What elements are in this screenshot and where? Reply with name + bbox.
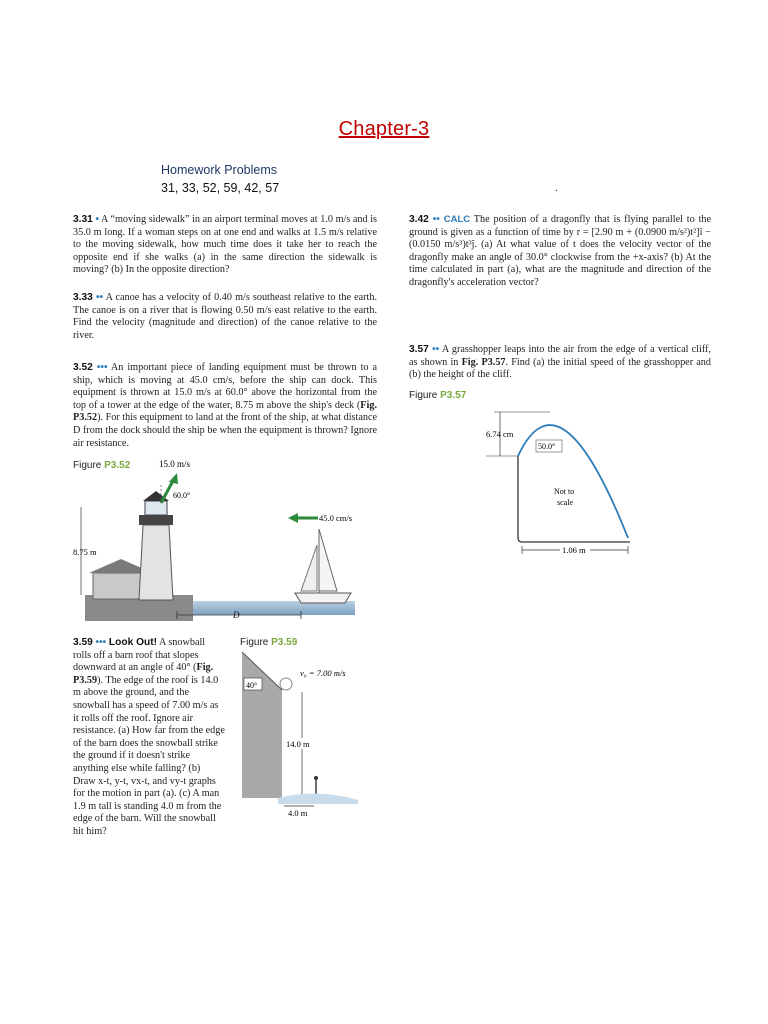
- problem-text: A canoe has a velocity of 0.40 m/s southeast relative to the earth. The canoe is on a river that is flowing 0.50 m/s east relative to the earth. Find the velocity (magnitude and direction) of the canoe relative to the river.: [73, 292, 378, 341]
- cliff-outline: [518, 456, 630, 542]
- difficulty-dots: •••: [96, 362, 108, 373]
- lighthouse-tower: [139, 525, 173, 600]
- problem-text: A grasshopper leaps into the air from the edge of a vertical cliff, as shown in: [409, 344, 711, 368]
- difficulty-dots: ••: [432, 214, 440, 225]
- snowy-ground: [278, 793, 358, 804]
- problem-number: 3.52: [73, 362, 93, 373]
- problem-text-cont: . Find (a) the initial speed of the grasshopper and (b) the height of the cliff.: [409, 356, 711, 381]
- problem-3-52: [73, 362, 377, 450]
- problem-text: An important piece of landing equipment must be thrown to a ship, which is moving at 45.0 cm/s, before the ship can dock. This equipment is thrown at 15.0 m/s at 60.0° above the horizontal from the top of a tower at the edge of the water, 8.75 m above the ship's deck (: [73, 362, 377, 411]
- problem-3-31: [73, 214, 377, 277]
- snowball: [280, 678, 292, 690]
- problem-lead: Look Out!: [106, 637, 158, 648]
- distance-label: D: [233, 610, 240, 620]
- stray-mark: .: [555, 180, 558, 194]
- ship-speed-label: 45.0 cm/s: [319, 513, 353, 523]
- figure-number: P3.57: [440, 390, 467, 401]
- problem-text: A “moving sidewalk” in an airport terminal moves at 1.0 m/s and is 35.0 m long. If a woman steps on at one end and walks at 1.5 m/s relative to the moving sidewalk, how much time does it take her to reach the opposite end if she walks (a) in the same direction the sidewalk is moving? (b) In the opposite direction?: [73, 214, 378, 276]
- chapter-title: Chapter-3: [338, 118, 430, 140]
- figure-p3-57: [480, 400, 650, 565]
- problem-text: A snowball rolls off a barn roof that slopes downward at an angle of 40° (: [73, 637, 206, 674]
- figure-reference: Fig. P3.52: [73, 399, 377, 424]
- problem-3-42: [409, 214, 711, 290]
- problem-3-59: [73, 637, 225, 839]
- problem-text-cont: ). The edge of the roof is 14.0 m above the ground, and the snowball has a speed of 7.00 m/s as it rolls off the roof. Ignore air resistance. (a) How far from the edge of the barn does the snowball strike the ground if it doesn't strike anything else while falling? (b) Draw x-t, y-t, vx-t, and vy-t graphs for the motion in part (a). (c) A man 1.9 m tall is standing 4.0 m from the edge of the barn. Will the snowball hit him?: [73, 674, 225, 837]
- man-head: [314, 776, 318, 780]
- initial-speed-label: v₀ = 7.00 m/s: [300, 668, 346, 678]
- figure-p3-52: [73, 455, 383, 625]
- problem-number: 3.57: [409, 344, 429, 355]
- problem-number: 3.31: [73, 214, 93, 225]
- problem-number: 3.59: [73, 637, 93, 648]
- range-label: 1.06 m: [562, 545, 586, 555]
- difficulty-dots: •: [95, 214, 100, 225]
- arrow-head: [169, 473, 178, 484]
- angle-label: 50.0°: [538, 442, 556, 451]
- difficulty-dots: •••: [95, 637, 107, 648]
- figure-number: P3.52: [104, 460, 131, 471]
- figure-reference: Fig. P3.59: [73, 662, 214, 686]
- not-to-scale-line2: scale: [557, 498, 573, 507]
- figure-p3-59-label: Figure P3.59: [240, 637, 298, 648]
- lighthouse-gallery: [139, 515, 173, 525]
- height-label: 14.0 m: [286, 739, 310, 749]
- figure-reference: Fig. P3.57: [461, 356, 506, 368]
- distance-label: 4.0 m: [288, 808, 308, 818]
- homework-problem-list: 31, 33, 52, 59, 42, 57: [161, 181, 280, 195]
- calc-badge: CALC: [443, 214, 471, 225]
- problem-3-57: [409, 344, 711, 382]
- problem-number: 3.33: [73, 292, 93, 303]
- main-sail: [319, 529, 337, 591]
- launch-speed-label: 15.0 m/s: [159, 459, 191, 469]
- hull: [295, 593, 351, 603]
- figure-number: P3.59: [271, 637, 298, 648]
- ship-arrow-head: [288, 513, 298, 523]
- jib-sail: [301, 545, 317, 591]
- height-label: 8.75 m: [73, 547, 97, 557]
- height-label: 6.74 cm: [486, 429, 514, 439]
- figure-p3-59: [238, 652, 358, 822]
- problem-text-cont: ). For this equipment to land at the front of the ship, at what distance D from the dock should the ship be when the equipment is thrown? Ignore air resistance.: [73, 412, 377, 449]
- launch-angle-label: 60.0°: [173, 491, 191, 500]
- problem-number: 3.42: [409, 214, 429, 225]
- not-to-scale-line1: Not to: [554, 487, 575, 496]
- figure-p3-52-label: Figure P3.52: [73, 460, 131, 471]
- difficulty-dots: ••: [95, 292, 104, 303]
- problem-3-33: [73, 292, 377, 342]
- roof-angle-label: 40°: [246, 681, 258, 690]
- difficulty-dots: ••: [432, 344, 440, 355]
- homework-heading: Homework Problems: [161, 163, 278, 177]
- lighthouse-lamp: [145, 501, 167, 515]
- trajectory: [518, 425, 628, 538]
- figure-p3-57-label: Figure P3.57: [409, 390, 467, 401]
- barn-wall: [242, 652, 282, 798]
- problem-text: The position of a dragonfly that is flying parallel to the ground is given as a function of time by r = [2.90 m + (0.0900 m/s²)t²]î − (0.0150 m/s³)t³ĵ. (a) At what value of t does the velocity vector of the dragonfly make an angle of 30.0° clockwise from the +x-axis? (b) At the time calculated in part (a), what are the magnitude and direction of the dragonfly's acceleration vector?: [409, 214, 712, 288]
